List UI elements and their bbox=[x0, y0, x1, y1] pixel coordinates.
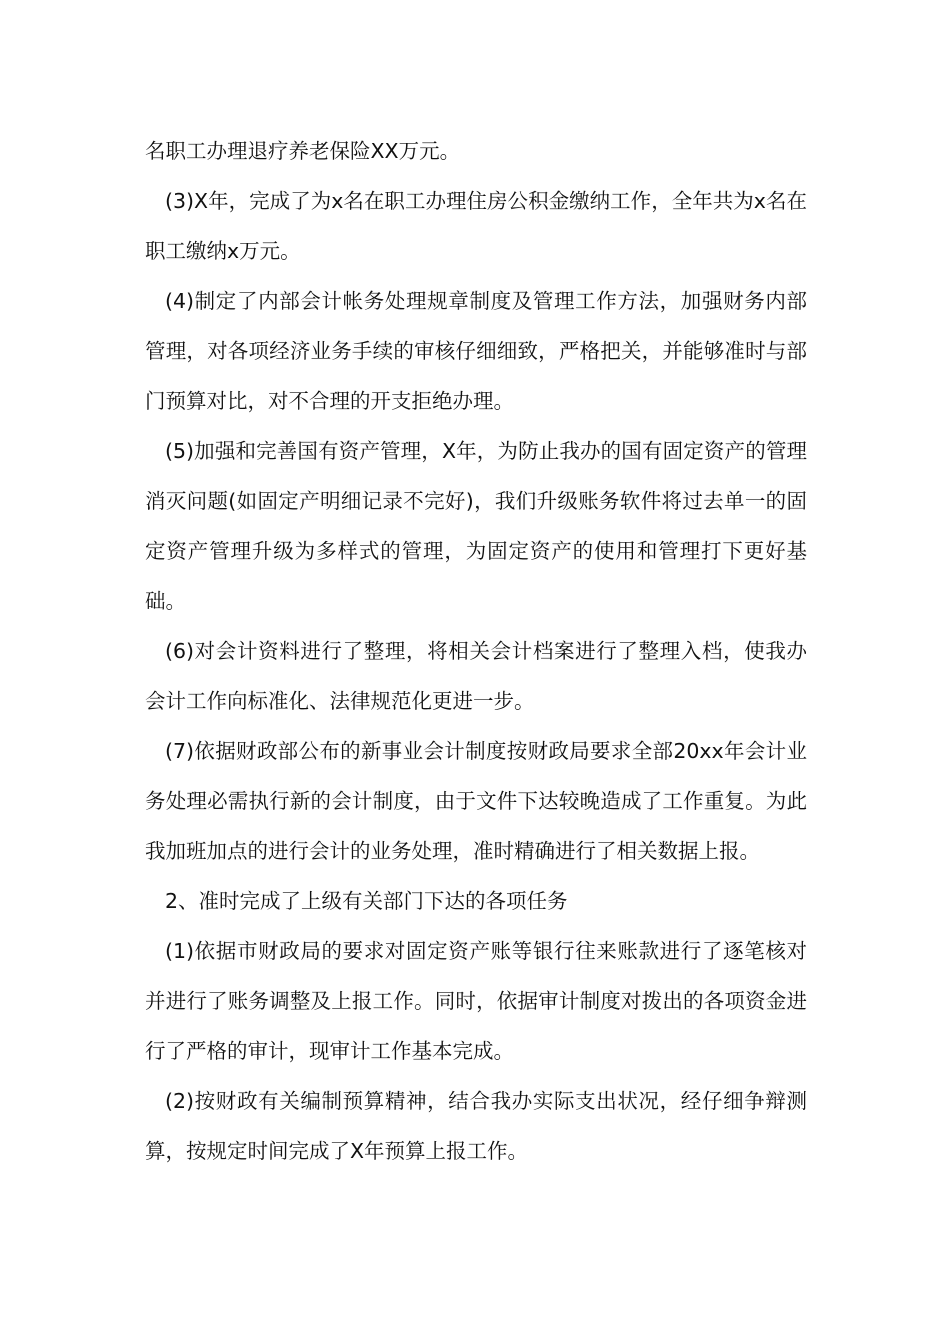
paragraph-item-7: (7)依据财政部公布的新事业会计制度按财政局要求全部20xx年会计业务处理必需执行新的会计制度，由于文件下达较晚造成了工作重复。为此我加班加点的进行会计的业务处理，准时精确进行了相关数据上报。 bbox=[145, 739, 807, 863]
paragraph-item-6: (6)对会计资料进行了整理，将相关会计档案进行了整理入档，使我办会计工作向标准化、法律规范化更进一步。 bbox=[145, 639, 807, 713]
paragraph-subitem-1: (1)依据市财政局的要求对固定资产账等银行往来账款进行了逐笔核对并进行了账务调整及上报工作。同时，依据审计制度对拨出的各项资金进行了严格的审计，现审计工作基本完成。 bbox=[145, 939, 807, 1063]
paragraph-continuation: 名职工办理退疗养老保险XX万元。 bbox=[145, 139, 461, 163]
paragraph-item-5: (5)加强和完善国有资产管理，X年，为防止我办的国有固定资产的管理消灭问题(如固定产明细记录不完好)，我们升级账务软件将过去单一的固定资产管理升级为多样式的管理，为固定资产的使用和管理打下更好基础。 bbox=[145, 439, 807, 613]
document-body bbox=[145, 126, 807, 1176]
section-heading-2: 2、准时完成了上级有关部门下达的各项任务 bbox=[165, 889, 568, 913]
paragraph-item-3: (3)X年，完成了为x名在职工办理住房公积金缴纳工作，全年共为x名在职工缴纳x万元。 bbox=[145, 189, 807, 263]
paragraph-item-4: (4)制定了内部会计帐务处理规章制度及管理工作方法，加强财务内部管理，对各项经济业务手续的审核仔细细致，严格把关，并能够准时与部门预算对比，对不合理的开支拒绝办理。 bbox=[145, 289, 807, 413]
paragraph-subitem-2: (2)按财政有关编制预算精神，结合我办实际支出状况，经仔细争辩测算，按规定时间完成了X年预算上报工作。 bbox=[145, 1089, 807, 1163]
